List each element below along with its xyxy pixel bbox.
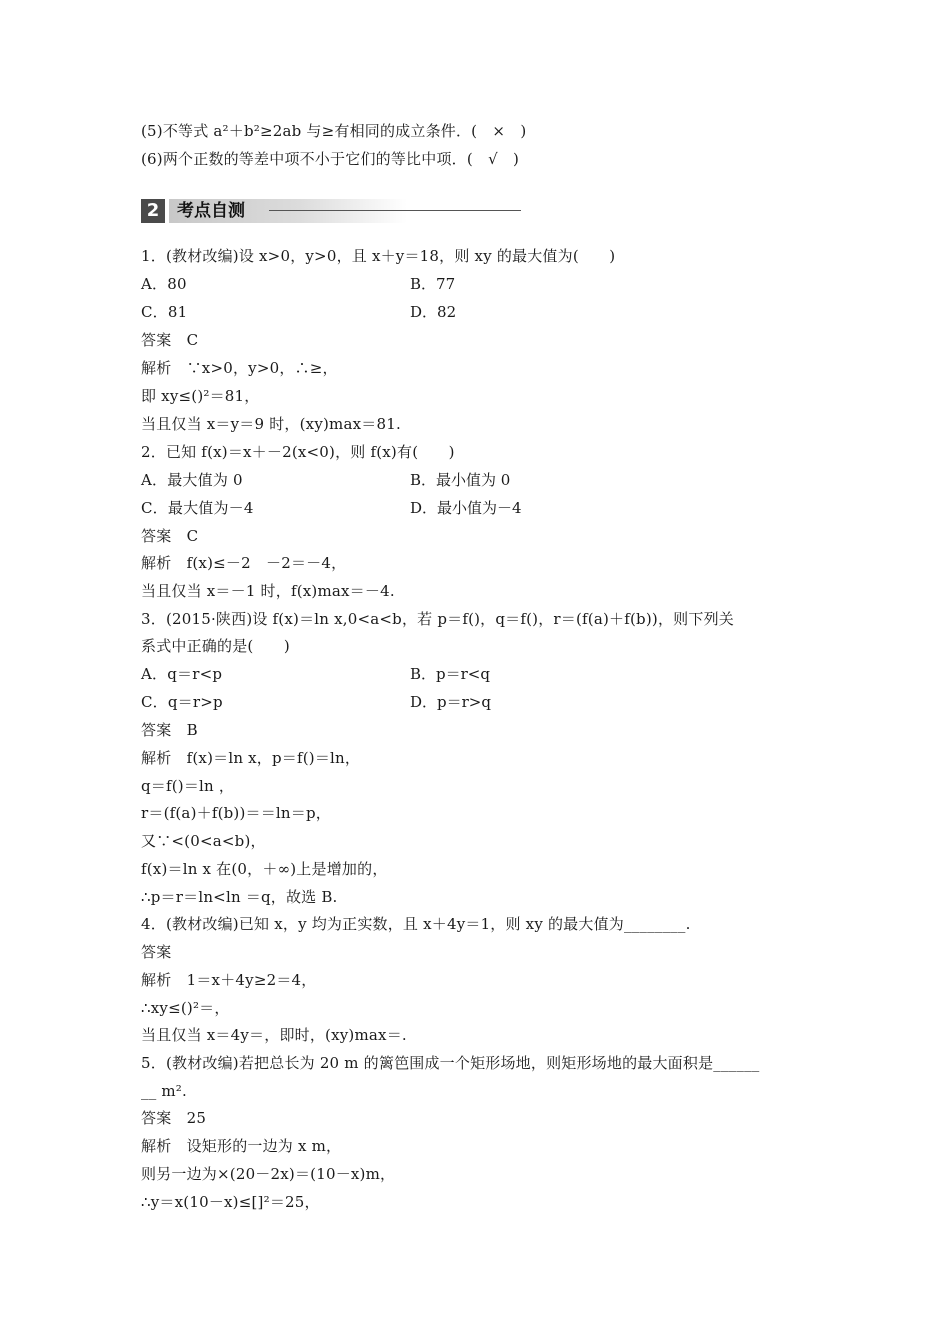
q3-analysis-6: ∴p＝r＝ln<ln ＝q，故选 B. xyxy=(141,888,338,906)
q3-analysis-2: q＝f()＝ln ， xyxy=(141,777,235,795)
question-3-cont: 系式中正确的是( ) xyxy=(141,637,290,655)
q2-option-d: D．最小值为－4 xyxy=(410,499,522,517)
question-5-cont: __ m². xyxy=(141,1082,187,1100)
q3-analysis-5: f(x)＝ln x 在(0，＋∞)上是增加的， xyxy=(141,860,388,878)
q1-answer: 答案 C xyxy=(141,331,199,349)
q1-analysis-2: 即 xy≤()²＝81， xyxy=(141,387,260,405)
q5-analysis-3: ∴y＝x(10－x)≤[]²＝25， xyxy=(141,1193,320,1211)
q1-option-a: A．80 xyxy=(141,275,187,293)
q2-option-a: A．最大值为 0 xyxy=(141,471,243,489)
q4-answer: 答案 xyxy=(141,943,172,961)
q3-analysis-3: r＝(f(a)＋f(b))＝＝ln＝p， xyxy=(141,804,331,822)
q1-analysis-1: 解析 ∵x>0，y>0，∴≥， xyxy=(141,359,338,377)
q3-option-d: D．p＝r>q xyxy=(410,693,491,711)
q1-analysis-3: 当且仅当 x＝y＝9 时，(xy)max＝81. xyxy=(141,415,401,433)
question-5: 5．(教材改编)若把总长为 20 m 的篱笆围成一个矩形场地，则矩形场地的最大面积是______ xyxy=(141,1054,760,1072)
q4-analysis-2: ∴xy≤()²＝， xyxy=(141,999,230,1017)
q4-analysis-3: 当且仅当 x＝4y＝，即时，(xy)max＝. xyxy=(141,1026,407,1044)
q2-analysis-1: 解析 f(x)≤－2 －2＝－4， xyxy=(141,554,347,572)
q3-analysis-4: 又∵<(0<a<b)， xyxy=(141,832,266,850)
q1-option-b: B．77 xyxy=(410,275,456,293)
q5-analysis-2: 则另一边为×(20－2x)＝(10－x)m， xyxy=(141,1165,396,1183)
q3-analysis-1: 解析 f(x)＝ln x，p＝f()＝ln， xyxy=(141,749,361,767)
q2-answer: 答案 C xyxy=(141,527,199,545)
section-rule xyxy=(269,210,521,211)
q2-option-c: C．最大值为－4 xyxy=(141,499,254,517)
q2-analysis-2: 当且仅当 x＝－1 时，f(x)max＝－4. xyxy=(141,582,395,600)
section-number-badge: 2 xyxy=(141,199,165,223)
q2-option-b: B．最小值为 0 xyxy=(410,471,511,489)
section-header xyxy=(141,199,521,225)
question-3: 3．(2015·陕西)设 f(x)＝ln x,0<a<b，若 p＝f()，q＝f()，r＝(f(a)＋f(b))，则下列关 xyxy=(141,610,734,628)
q3-option-c: C．q＝r>p xyxy=(141,693,223,711)
q5-answer: 答案 25 xyxy=(141,1109,207,1127)
q3-option-a: A．q＝r<p xyxy=(141,665,223,683)
question-1: 1．(教材改编)设 x>0，y>0，且 x＋y＝18，则 xy 的最大值为( ) xyxy=(141,247,616,265)
question-4: 4．(教材改编)已知 x，y 均为正实数，且 x＋4y＝1，则 xy 的最大值为________. xyxy=(141,915,691,933)
statement-5: (5)不等式 a²＋b²≥2ab 与≥有相同的成立条件．( × ) xyxy=(141,122,527,140)
section-title: 考点自测 xyxy=(177,201,245,221)
q5-analysis-1: 解析 设矩形的一边为 x m， xyxy=(141,1137,342,1155)
q1-option-c: C．81 xyxy=(141,303,188,321)
q3-answer: 答案 B xyxy=(141,721,198,739)
q3-option-b: B．p＝r<q xyxy=(410,665,490,683)
statement-6: (6)两个正数的等差中项不小于它们的等比中项．( √ ) xyxy=(141,150,520,168)
q4-analysis-1: 解析 1＝x＋4y≥2＝4， xyxy=(141,971,317,989)
q1-option-d: D．82 xyxy=(410,303,457,321)
question-2: 2．已知 f(x)＝x＋－2(x<0)，则 f(x)有( ) xyxy=(141,443,455,461)
